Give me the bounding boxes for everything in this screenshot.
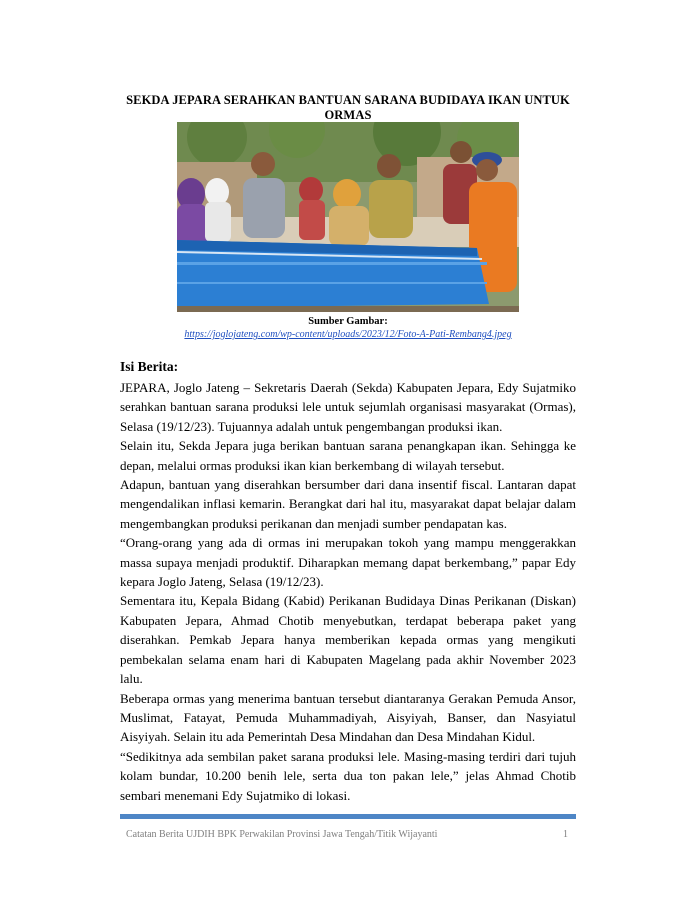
caption-source-link[interactable]: https://joglojateng.com/wp-content/uploads/2023/12/Foto-A-Pati-Rembang4.jpeg: [184, 329, 512, 340]
page-number: 1: [563, 829, 568, 840]
footer-text: Catatan Berita UJDIH BPK Perwakilan Provinsi Jawa Tengah/Titik Wijayanti: [126, 829, 438, 840]
footer-divider: [120, 814, 576, 819]
paragraph: Beberapa ormas yang menerima bantuan tersebut diantaranya Gerakan Pemuda Ansor, Muslimat, Fatayat, Pemuda Muhammadiyah, Aisyiyah, Banser, dan Nasyiatul Aisyiyah. Selain itu ada Pemerintah Desa Mindahan dan Desa Mindahan Kidul.: [120, 690, 576, 745]
paragraph: Sementara itu, Kepala Bidang (Kabid) Perikanan Budidaya Dinas Perikanan (Diskan) Kabupaten Jepara, Ahmad Chotib menyebutkan, terdapat beberapa paket yang diserahkan. Pemkab Jepara hanya memberikan kepada ormas yang mengikuti pembekalan selama enam hari di Kabupaten Magelang pada akhir November 2023 lalu.: [120, 593, 576, 687]
paragraph: JEPARA, Joglo Jateng – Sekretaris Daerah (Sekda) Kabupaten Jepara, Edy Sujatmiko serahkan bantuan sarana produksi lele untuk sejumlah organisasi masyarakat (Ormas), Selasa (19/12/23). Tujuannya adalah untuk pengembangan produksi ikan.: [120, 380, 576, 434]
caption-label: Sumber Gambar:: [308, 316, 388, 327]
paragraph: “Sedikitnya ada sembilan paket sarana produksi lele. Masing-masing terdiri dari tujuh kolam bundar, 10.200 benih lele, serta dua ton pakan lele,” jelas Ahmad Chotib sembari menemani Edy Sujatmiko di lokasi.: [120, 748, 576, 803]
section-heading: Isi Berita:: [120, 359, 179, 374]
paragraph: Selain itu, Sekda Jepara juga berikan bantuan sarana penangkapan ikan. Sehingga ke depan, melalui ormas produksi ikan kian berkembang di wilayah tersebut.: [120, 438, 576, 473]
document-title: SEKDA JEPARA SERAHKAN BANTUAN SARANA BUDIDAYA IKAN UNTUK ORMAS: [126, 93, 570, 122]
paragraph: “Orang-orang yang ada di ormas ini merupakan tokoh yang mampu menggerakkan massa supaya menjadi produktif. Diharapkan memang dapat berkembang,” papar Edy kepara Joglo Jateng, Selasa (19/12/23).: [120, 535, 576, 590]
news-photo: [177, 122, 519, 312]
paragraph: Adapun, bantuan yang diserahkan bersumber dari dana insentif fiscal. Lantaran dapat mengendalikan inflasi kemarin. Berangkat dari hal itu, masyarakat dapat belajar dalam mengembangkan produksi perikanan dan menjadi sumber pendapatan kas.: [120, 477, 576, 531]
image-caption: [120, 316, 576, 341]
article-body: [120, 358, 576, 805]
